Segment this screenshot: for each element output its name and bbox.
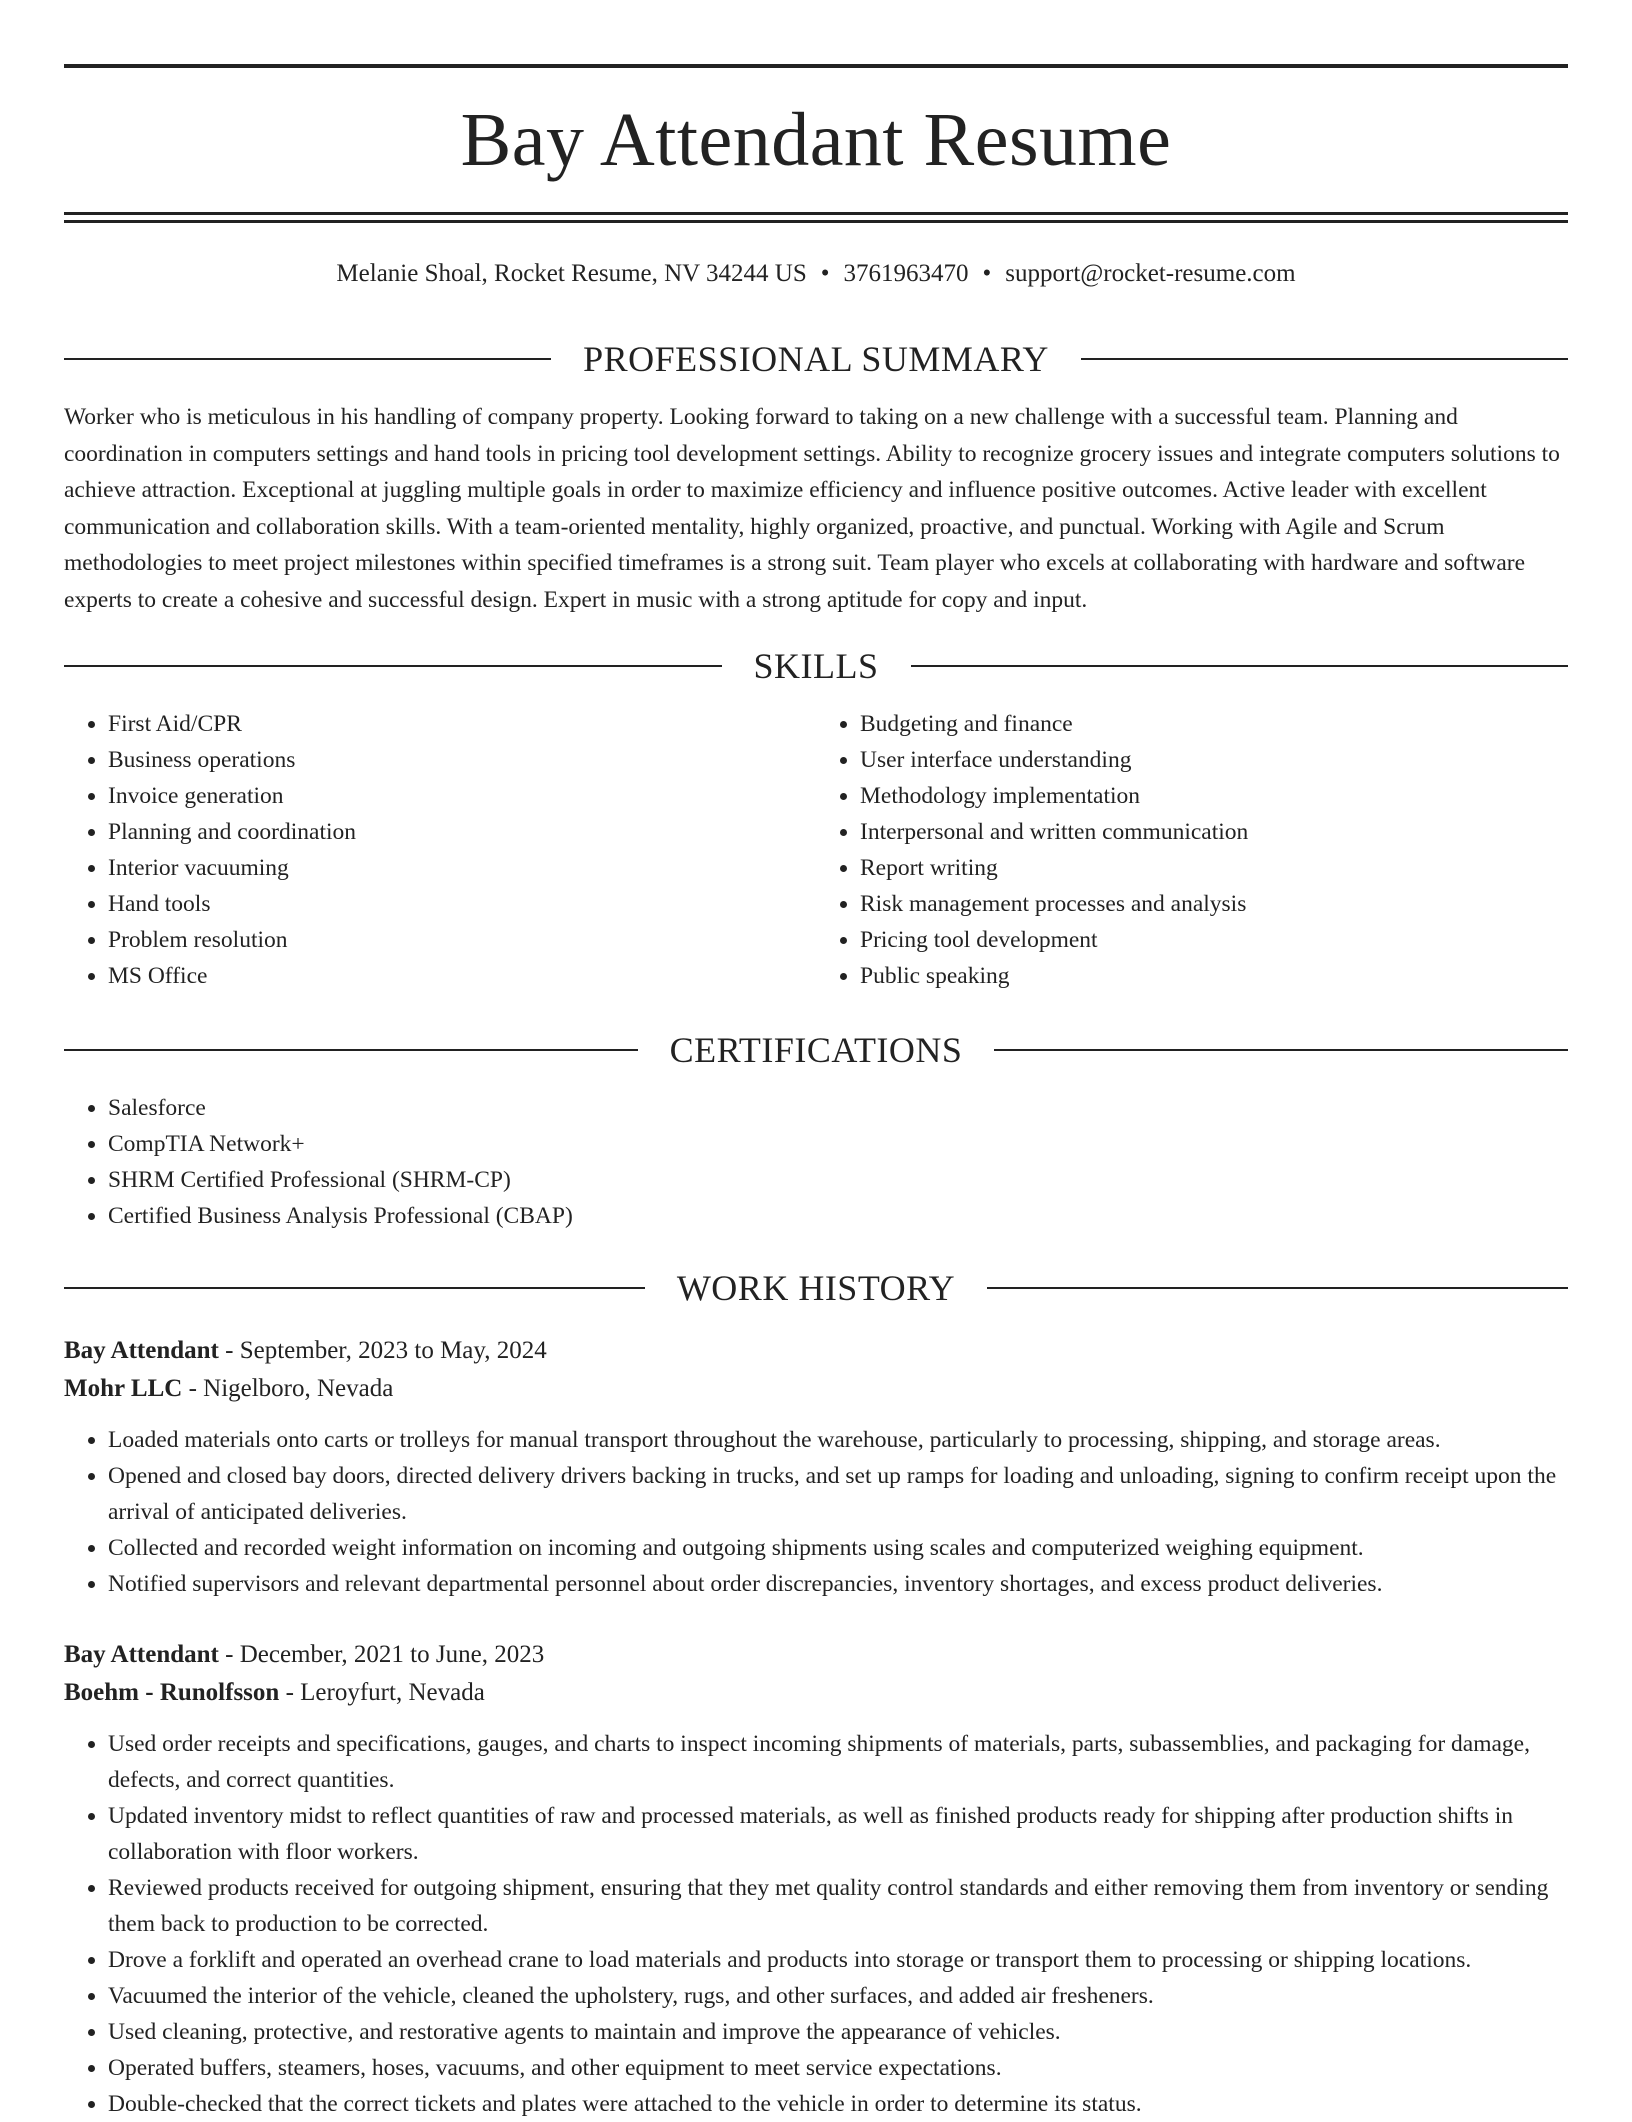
- job-bullet: • Drove a forklift and operated an overhead crane to load materials and products into storage or transport them to processing or shipping locations.: [108, 1942, 1568, 1978]
- skill-item: • Public speaking: [860, 958, 1568, 994]
- job-title: Bay Attendant: [64, 1337, 219, 1364]
- skill-item: • Risk management processes and analysis: [860, 886, 1568, 922]
- resume-title: Bay Attendant Resume: [460, 98, 1172, 182]
- heading-rule: [994, 1049, 1568, 1051]
- job-bullet: • Collected and recorded weight information on incoming and outgoing shipments using scales and computerized weighing equipment.: [108, 1530, 1568, 1566]
- skill-item: • MS Office: [108, 958, 816, 994]
- certification-item: • Salesforce: [108, 1090, 1568, 1126]
- job-title-line: [64, 1332, 1568, 1370]
- section-title: WORK HISTORY: [676, 1268, 956, 1308]
- job-bullet: • Reviewed products received for outgoing shipment, ensuring that they met quality control standards and either removing them from inventory or sending them back to production to be corrected.: [108, 1870, 1568, 1942]
- heading-rule: [64, 665, 722, 667]
- heading-rule: [987, 1287, 1568, 1289]
- section-heading-certifications: [64, 1032, 1568, 1068]
- job-location: - Leroyfurt, Nevada: [279, 1679, 485, 1706]
- contact-separator: •: [982, 260, 992, 287]
- skill-item: • Interior vacuuming: [108, 850, 816, 886]
- job-bullet: • Vacuumed the interior of the vehicle, cleaned the upholstery, rugs, and other surfaces, and added air fresheners.: [108, 1978, 1568, 2014]
- certification-item: • Certified Business Analysis Professional (CBAP): [108, 1198, 1568, 1234]
- contact-address: Melanie Shoal, Rocket Resume, NV 34244 US: [336, 260, 807, 287]
- heading-rule: [64, 1287, 645, 1289]
- section-heading-work-history: [64, 1270, 1568, 1306]
- certification-item: • SHRM Certified Professional (SHRM-CP): [108, 1162, 1568, 1198]
- skill-item: • Problem resolution: [108, 922, 816, 958]
- skill-item: • Interpersonal and written communication: [860, 814, 1568, 850]
- job-bullet: • Updated inventory midst to reflect quantities of raw and processed materials, as well as finished products ready for shipping after production shifts in collaboration with floor workers.: [108, 1798, 1568, 1870]
- job-location: - Nigelboro, Nevada: [182, 1375, 394, 1402]
- skills-list-left: [64, 706, 816, 994]
- heading-rule: [1081, 358, 1568, 360]
- section-heading-summary: [64, 341, 1568, 377]
- skill-item: • Hand tools: [108, 886, 816, 922]
- skill-item: • Invoice generation: [108, 778, 816, 814]
- section-title: PROFESSIONAL SUMMARY: [583, 339, 1049, 379]
- skill-item: • User interface understanding: [860, 742, 1568, 778]
- skill-item: • First Aid/CPR: [108, 706, 816, 742]
- heading-rule: [64, 358, 551, 360]
- job-bullets: [64, 1726, 1568, 2122]
- job-dates: - December, 2021 to June, 2023: [218, 1641, 545, 1668]
- job-bullet: • Double-checked that the correct tickets and plates were attached to the vehicle in order to determine its status.: [108, 2086, 1568, 2122]
- job-bullet: • Notified supervisors and relevant departmental personnel about order discrepancies, inventory shortages, and excess product deliveries.: [108, 1566, 1568, 1602]
- header-top-rule: [64, 64, 1568, 68]
- section-title: CERTIFICATIONS: [669, 1030, 963, 1070]
- skills-columns: [64, 706, 1568, 994]
- skill-item: • Budgeting and finance: [860, 706, 1568, 742]
- job-bullet: • Opened and closed bay doors, directed delivery drivers backing in trucks, and set up ramps for loading and unloading, signing to confirm receipt upon the arrival of anticipated deliveries.: [108, 1458, 1568, 1530]
- job-bullet: • Loaded materials onto carts or trolleys for manual transport throughout the warehouse, particularly to processing, shipping, and storage areas.: [108, 1422, 1568, 1458]
- contact-line: [64, 259, 1568, 289]
- job-bullet: • Used cleaning, protective, and restorative agents to maintain and improve the appearance of vehicles.: [108, 2014, 1568, 2050]
- skills-list-right: [816, 706, 1568, 994]
- heading-rule: [911, 665, 1569, 667]
- header-double-rule: [64, 212, 1568, 223]
- job-company-line: [64, 1674, 1568, 1712]
- certification-item: • CompTIA Network+: [108, 1126, 1568, 1162]
- job-company-line: [64, 1370, 1568, 1408]
- skill-item: • Pricing tool development: [860, 922, 1568, 958]
- work-history-jobs: [64, 1332, 1568, 2122]
- job-bullet: • Used order receipts and specifications, gauges, and charts to inspect incoming shipments of materials, parts, subassemblies, and packaging for damage, defects, and correct quantities.: [108, 1726, 1568, 1798]
- section-heading-skills: [64, 648, 1568, 684]
- skill-item: • Methodology implementation: [860, 778, 1568, 814]
- skill-item: • Business operations: [108, 742, 816, 778]
- job-title: Bay Attendant: [64, 1641, 219, 1668]
- contact-email: support@rocket-resume.com: [1005, 260, 1296, 287]
- job-company: Mohr LLC: [64, 1375, 183, 1402]
- resume-page: [64, 64, 1568, 2122]
- job-bullet: • Operated buffers, steamers, hoses, vacuums, and other equipment to meet service expectations.: [108, 2050, 1568, 2086]
- job-entry: [64, 1636, 1568, 2122]
- contact-phone: 3761963470: [843, 260, 969, 287]
- skill-item: • Report writing: [860, 850, 1568, 886]
- job-title-line: [64, 1636, 1568, 1674]
- contact-separator: •: [820, 260, 830, 287]
- skill-item: • Planning and coordination: [108, 814, 816, 850]
- summary-paragraph: Worker who is meticulous in his handling of company property. Looking forward to taking on a new challenge with a successful team. Planning and coordination in computers settings and hand tools in pricing tool development settings. Ability to recognize grocery issues and integrate computers solutions to achieve attraction. Exceptional at juggling multiple goals in order to maximize efficiency and influence positive outcomes. Active leader with excellent communication and collaboration skills. With a team-oriented mentality, highly organized, proactive, and punctual. Working with Agile and Scrum methodologies to meet project milestones within specified timeframes is a strong suit. Team player who excels at collaborating with hardware and software experts to create a cohesive and successful design. Expert in music with a strong aptitude for copy and input.: [64, 404, 1560, 613]
- job-company: Boehm - Runolfsson: [64, 1679, 280, 1706]
- job-dates: - September, 2023 to May, 2024: [218, 1337, 547, 1364]
- section-title: SKILLS: [753, 646, 879, 686]
- job-bullets: [64, 1422, 1568, 1602]
- heading-rule: [64, 1049, 638, 1051]
- job-entry: [64, 1332, 1568, 1602]
- certifications-list: [64, 1090, 1568, 1234]
